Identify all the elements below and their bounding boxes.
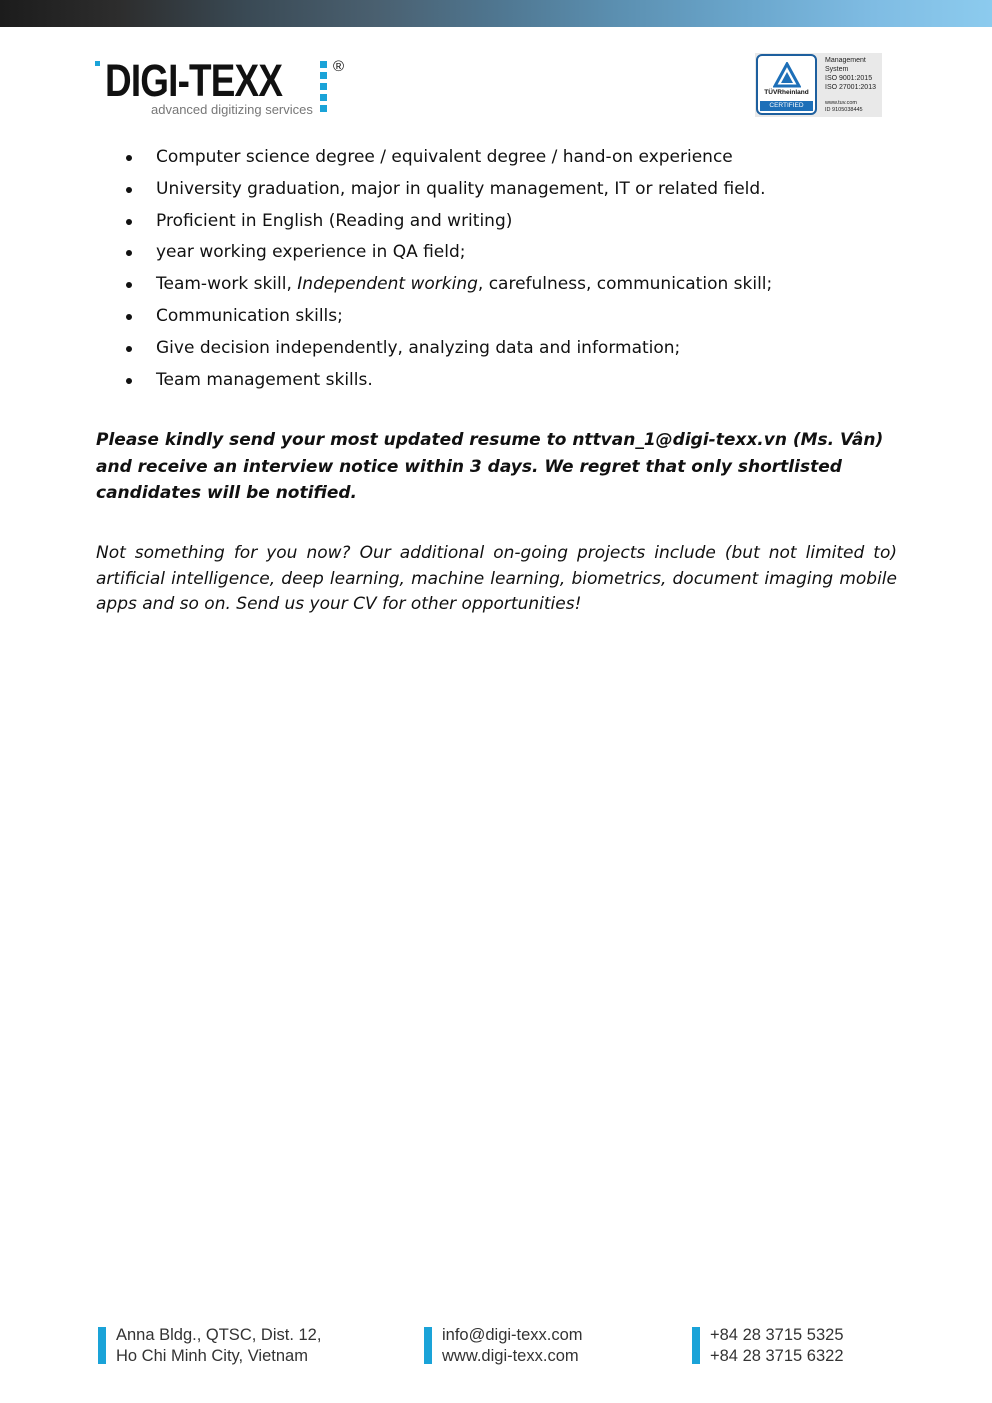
list-item: Proficient in English (Reading and writing) [0, 207, 772, 239]
address-line: Ho Chi Minh City, Vietnam [116, 1347, 308, 1365]
phone-number: +84 28 3715 5325 [710, 1326, 844, 1344]
other-opportunities-note: Not something for you now? Our additional on-going projects include (but not limited to) artificial intelligence, deep learning, machine learning, biometrics, document imaging mobile apps and so on. Send us your CV for other opportunities! [96, 543, 897, 614]
cert-brand: TÜVRheinland [764, 89, 809, 96]
phone-number: +84 28 3715 6322 [710, 1347, 844, 1365]
footer-address [98, 1325, 321, 1367]
footer-accent-bar [692, 1327, 700, 1364]
requirements-list [0, 143, 772, 397]
tuv-triangle-icon [773, 62, 801, 88]
website-link[interactable]: www.digi-texx.com [442, 1347, 579, 1365]
list-item: Computer science degree / equivalent degree / hand-on experience [0, 143, 772, 175]
email-link[interactable]: info@digi-texx.com [442, 1326, 583, 1344]
logo-bars-icon [320, 61, 327, 116]
list-item: year working experience in QA field; [0, 238, 772, 270]
list-item: University graduation, major in quality management, IT or related field. [0, 175, 772, 207]
logo-wordmark: DIGI-TEXX [105, 55, 283, 106]
tuv-badge [756, 54, 817, 115]
footer-accent-bar [98, 1327, 106, 1364]
cert-reference: www.tuv.com ID 9105038445 [825, 100, 863, 113]
footer-contact [424, 1325, 583, 1367]
footer-phones [692, 1325, 844, 1367]
top-color-band [0, 0, 992, 27]
list-item: Give decision independently, analyzing data and information; [0, 334, 772, 366]
logo-dot [95, 61, 100, 66]
list-item: Communication skills; [0, 302, 772, 334]
address-line: Anna Bldg., QTSC, Dist. 12, [116, 1326, 322, 1344]
cert-certified-label: CERTIFIED [760, 101, 813, 111]
cert-details: Management System ISO 9001:2015 ISO 27001:2013 [825, 57, 876, 91]
logo-tagline: advanced digitizing services [151, 102, 313, 117]
registered-mark: ® [333, 58, 345, 75]
list-item: Team-work skill, Independent working, carefulness, communication skill; [0, 270, 772, 302]
company-logo [95, 55, 355, 120]
list-item: Team management skills. [0, 366, 772, 398]
footer-accent-bar [424, 1327, 432, 1364]
application-instructions: Please kindly send your most updated resume to nttvan_1@digi-texx.vn (Ms. Vân) and receive an interview notice within 3 days. We regret that only shortlisted candidates will be notified. [96, 430, 884, 503]
iso-certification-badge [755, 53, 882, 117]
